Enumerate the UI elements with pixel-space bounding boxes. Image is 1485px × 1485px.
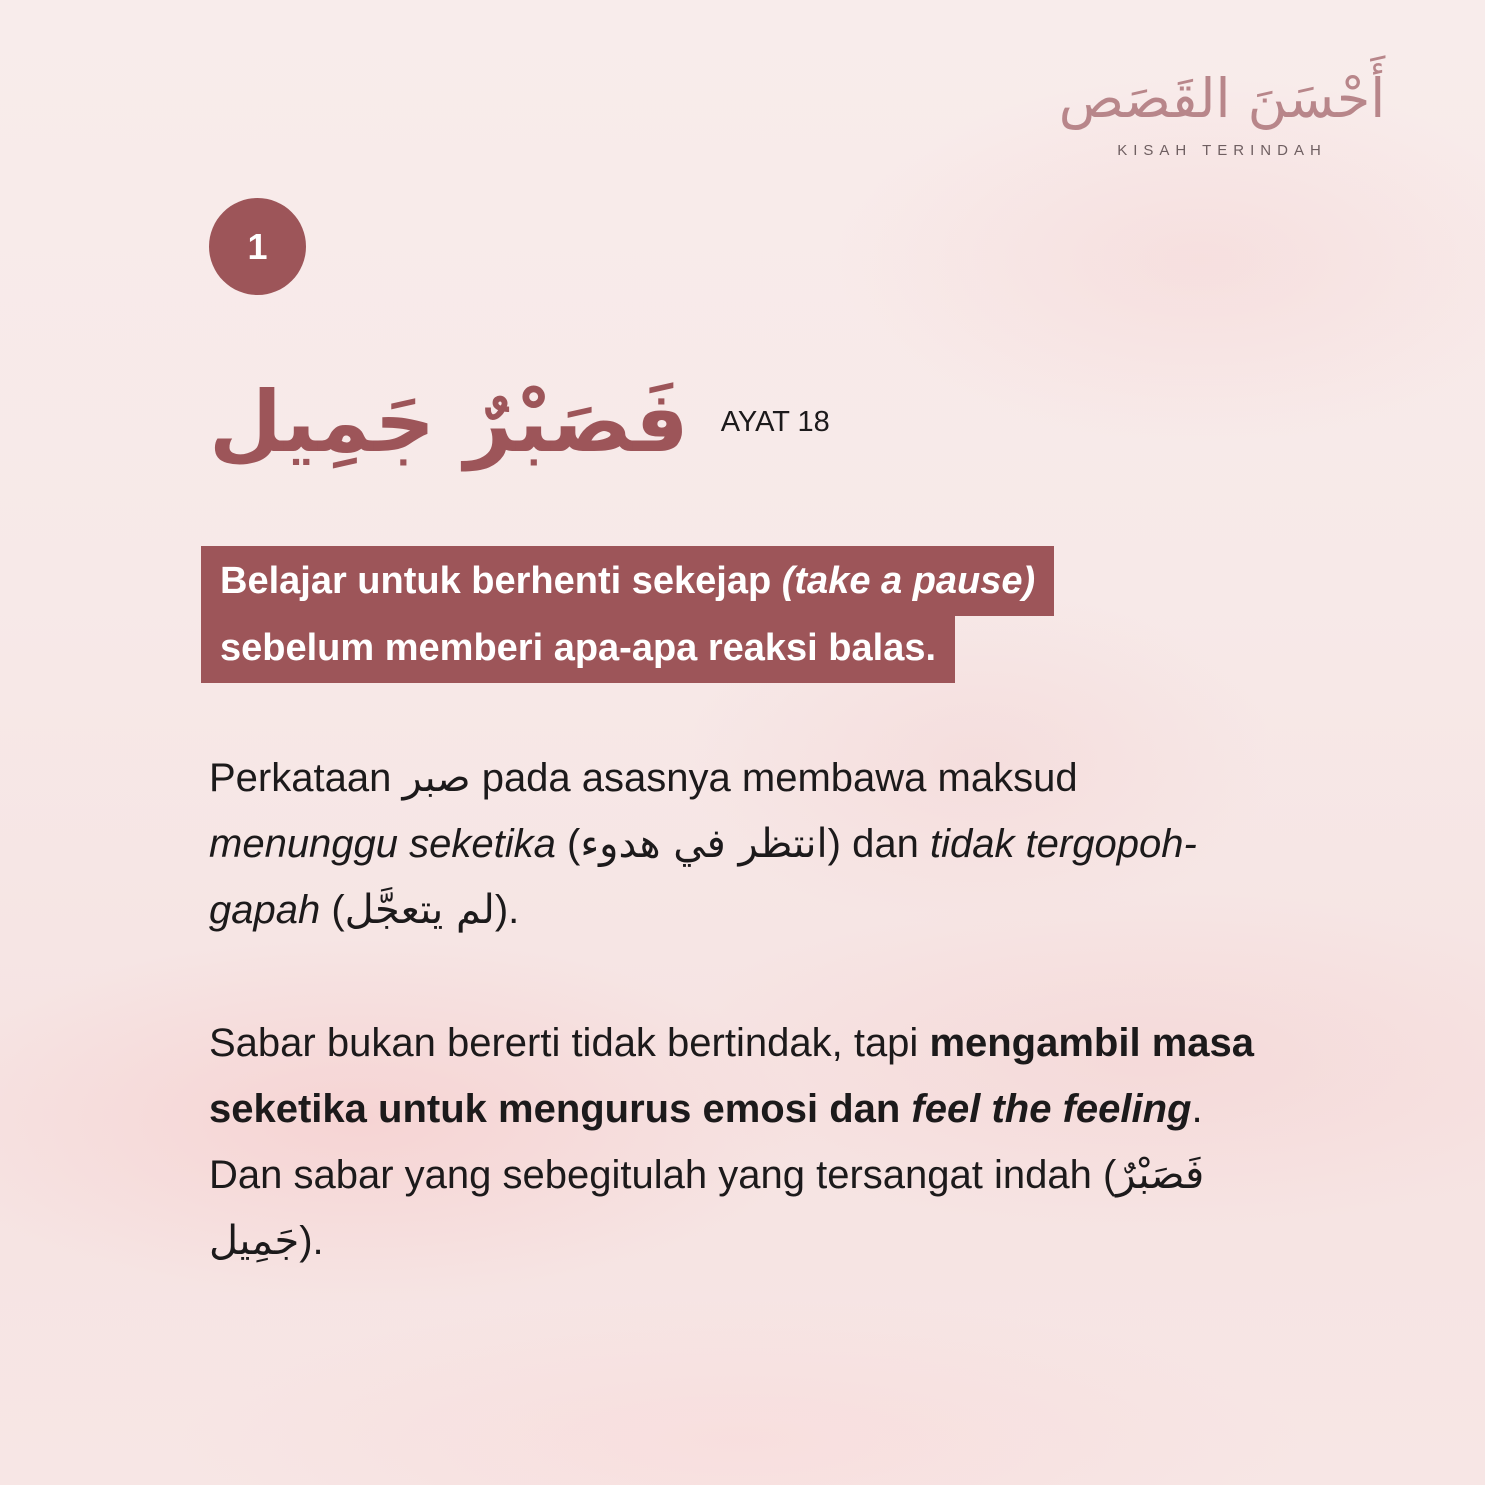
p1-text-6: ). [494,888,520,932]
p2-text-2: . Dan sabar yang sebegitulah yang tersangat indah ( [209,1087,1203,1197]
paragraph-patience [209,1010,1269,1274]
p1-text-5: ( [320,888,345,932]
p2-text-1: Sabar bukan bererti tidak bertindak, tapi [209,1021,930,1065]
number-badge: 1 [209,198,306,295]
title-arabic: فَصَبْرٌ جَمِيل [209,373,689,471]
p2-arabic: فَصَبْرٌ جَمِيل [209,1152,1205,1264]
p1-italic-1: menunggu seketika [209,822,556,866]
highlight-line-1 [201,546,1054,616]
p1-arabic-3: لم يتعجَّل [344,887,495,933]
p1-italic-2: tidak tergopoh-gapah [209,822,1197,932]
highlight-callout [201,546,1054,683]
p1-text-1: Perkataan [209,756,403,800]
logo-arabic-text: أَحْسَنَ القَصَص [1058,67,1386,130]
p2-bold-text: mengambil masa seketika untuk mengurus emosi dan [209,1021,1255,1131]
p2-text-3: ). [299,1219,324,1263]
logo-subtitle: KISAH TERINDAH [1117,142,1327,159]
p1-arabic-2: انتظر في هدوء [580,821,828,867]
p1-text-2: pada asasnya membawa maksud [470,756,1078,800]
highlight-line-1-text: Belajar untuk berhenti sekejap [220,560,782,602]
brand-logo [1057,62,1387,159]
highlight-line-2: sebelum memberi apa-apa reaksi balas. [201,613,955,683]
p1-text-4: ) dan [827,822,930,866]
ayat-label: AYAT 18 [720,405,830,438]
p1-arabic-sabr: صبر [402,755,471,801]
highlight-line-1-italic: (take a pause) [781,560,1036,602]
p1-text-3: ( [555,822,581,866]
title-row [209,362,830,482]
paragraph-meaning [209,745,1269,943]
p2-bold-italic: feel the feeling [911,1087,1192,1131]
